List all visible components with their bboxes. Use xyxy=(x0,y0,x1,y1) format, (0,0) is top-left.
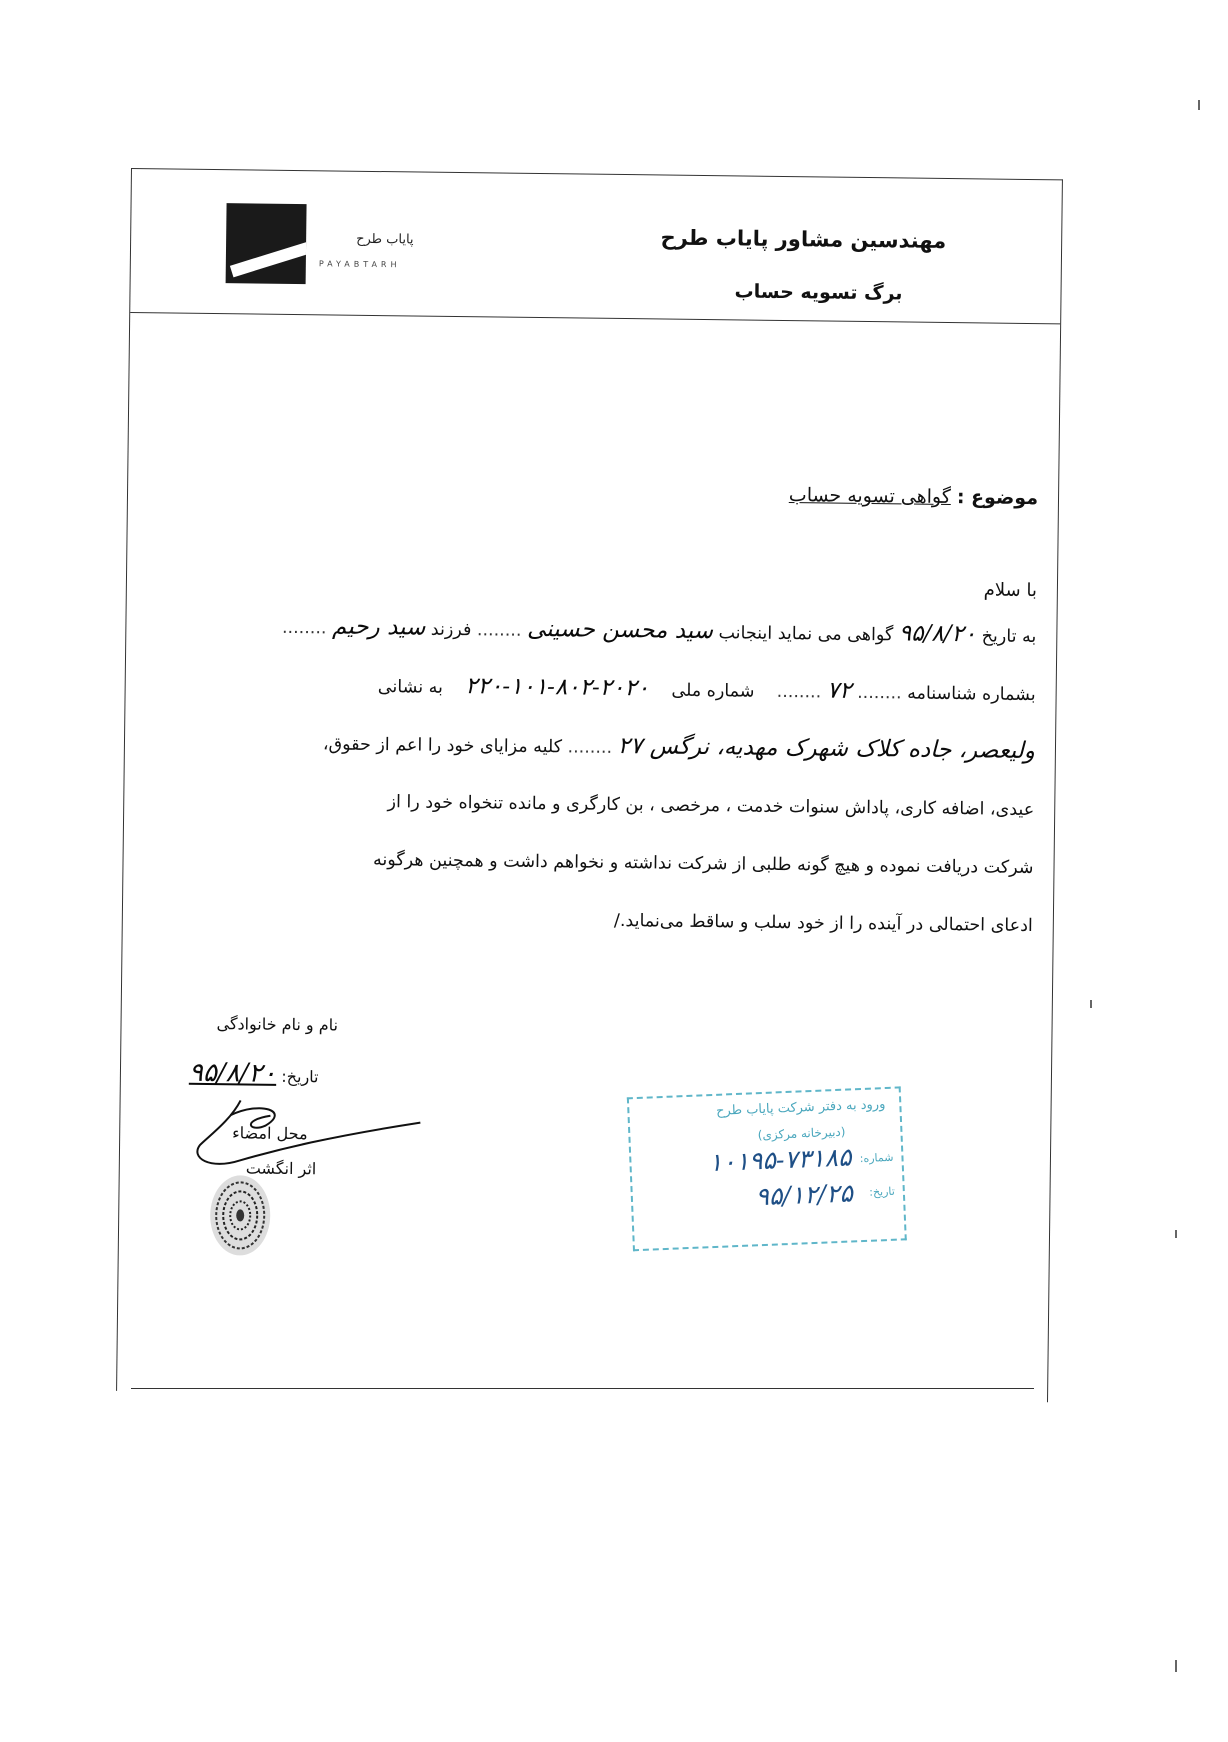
fill-dots: ........ xyxy=(776,681,822,703)
form-title: برگ تسویه حساب xyxy=(734,280,903,305)
handwritten-national-id: ۲۰۲۰-۸۰۲-۱۰۱-۲۲۰ xyxy=(465,673,650,702)
greeting: با سلام xyxy=(983,579,1038,602)
subject-label: موضوع : xyxy=(956,486,1039,510)
benefits-text: کلیه مزایای خود را اعم از حقوق، xyxy=(322,734,563,758)
subject-value: گواهی تسویه حساب xyxy=(788,484,951,509)
fill-dots: ........ xyxy=(857,682,902,704)
scan-speck xyxy=(1090,1000,1092,1008)
fill-dots: ........ xyxy=(476,620,522,641)
company-name: مهندسین مشاور پایاب طرح xyxy=(660,225,947,253)
body-line-3 xyxy=(323,729,1035,764)
subject-line xyxy=(789,484,1038,509)
handwritten-address: ولیعصر، جاده کلاک شهرک مهدیه، نرگس ۲۷ xyxy=(617,732,1036,765)
stamp-date-value: ۹۵/۱۲/۲۵ xyxy=(754,1178,854,1212)
certifies-text: گواهی می نماید اینجانب xyxy=(718,623,894,646)
logo-text-en: PAYABTARH xyxy=(318,259,401,270)
handwritten-sign-date: ۹۵/۸/۲۰ xyxy=(188,1057,277,1089)
fingerprint-mark xyxy=(205,1170,276,1261)
stamp-date-label: تاریخ: xyxy=(868,1184,896,1199)
handwritten-id-number: ۷۲ xyxy=(826,677,852,704)
signature-place-label: محل امضاء xyxy=(232,1123,308,1144)
handwritten-signature xyxy=(170,1090,431,1173)
logo-text-fa: پایاب طرح xyxy=(356,231,414,248)
document-bottom-rule xyxy=(131,1388,1034,1389)
stamp-title: ورود به دفتر شرکت پایاب طرح xyxy=(715,1097,886,1119)
signer-date xyxy=(189,1058,319,1090)
handwritten-name: سید محسن حسینی xyxy=(526,615,714,645)
logo-stripe xyxy=(230,242,307,277)
stamp-subtitle: (دبیرخانه مرکزی) xyxy=(757,1124,846,1143)
id-label: بشماره شناسنامه xyxy=(907,683,1036,706)
date-prefix: به تاریخ xyxy=(981,626,1037,648)
stamp-number-value: ۱۰۱۹۵-۷۳۱۸۵ xyxy=(708,1142,852,1178)
fill-dots: ........ xyxy=(281,617,327,639)
handwritten-date: ۹۵/۸/۲۰ xyxy=(898,620,977,648)
fill-dots: ........ xyxy=(567,737,613,758)
national-id-label: شماره ملی xyxy=(671,680,755,702)
handwritten-father-name: سید رحیم xyxy=(331,613,426,641)
company-logo xyxy=(226,203,307,284)
body-line-6: ادعای احتمالی در آینده را از خود سلب و ساقط می‌نماید./ xyxy=(613,910,1033,937)
scan-speck xyxy=(1198,100,1200,110)
scan-speck xyxy=(1175,1660,1177,1672)
body-line-4: عیدی، اضافه کاری، پاداش سنوات خدمت ، مرخصی ، بن کارگری و مانده تنخواه خود را از xyxy=(387,792,1035,821)
header-divider xyxy=(130,312,1060,324)
signer-name-label: نام و نام خانوادگی xyxy=(216,1014,339,1035)
registration-stamp xyxy=(627,1086,907,1251)
scan-speck xyxy=(1175,1230,1177,1238)
stamp-number-label: شماره: xyxy=(859,1150,894,1166)
address-label: به نشانی xyxy=(377,677,444,698)
thumbprint-label: اثر انگشت xyxy=(245,1158,317,1179)
document-frame xyxy=(116,168,1063,1402)
body-line-1 xyxy=(282,613,1037,648)
body-line-2 xyxy=(378,672,1036,706)
signer-date-label: تاریخ: xyxy=(281,1066,319,1087)
body-line-5: شرکت دریافت نموده و هیچ گونه طلبی از شرکت نداشته و نخواهم داشت و همچنین هرگونه xyxy=(372,850,1034,879)
child-label: فرزند xyxy=(430,619,472,641)
